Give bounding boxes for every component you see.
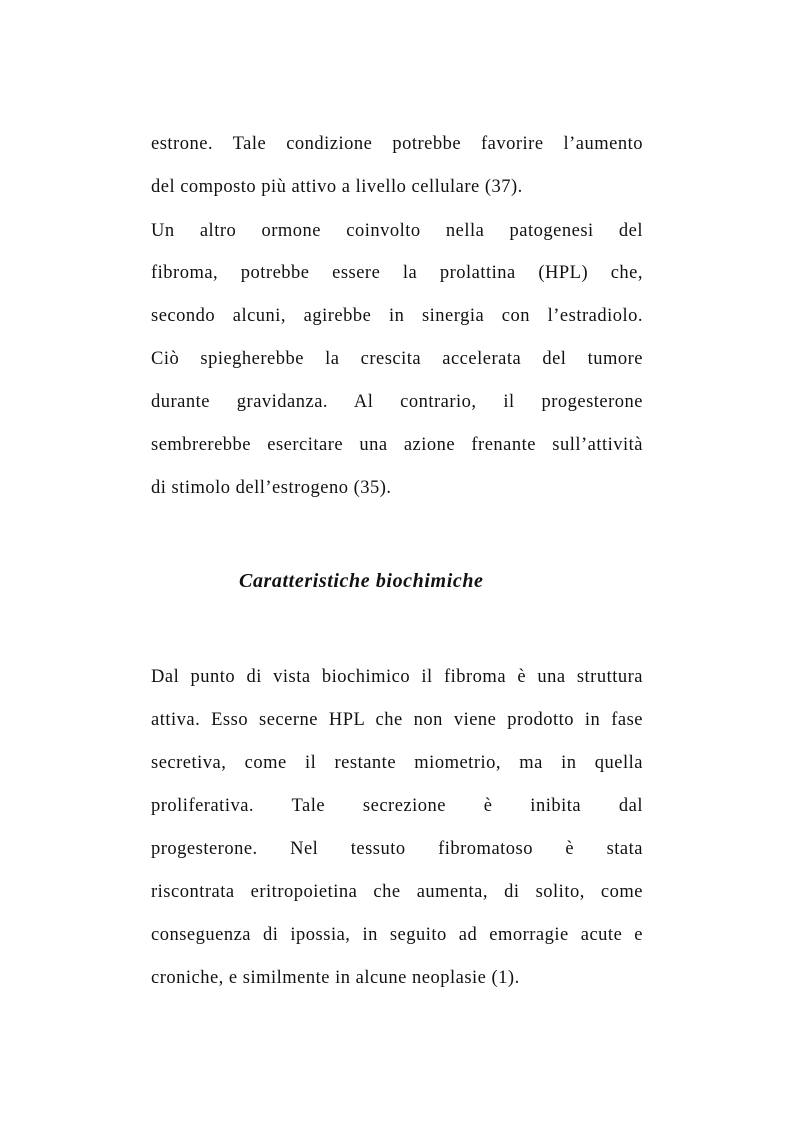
section-heading: Caratteristiche biochimiche (239, 570, 484, 592)
text-line: croniche, e similmente in alcune neoplasie (1). (151, 968, 520, 988)
text-line: secretiva, come il restante miometrio, ma in quella (151, 753, 643, 773)
text-line: Dal punto di vista biochimico il fibroma è una struttura (151, 667, 643, 687)
text-line: riscontrata eritropoietina che aumenta, di solito, come (151, 882, 643, 902)
text-line: Un altro ormone coinvolto nella patogenesi del (151, 221, 643, 241)
text-line: sembrerebbe esercitare una azione frenante sull’attività (151, 435, 643, 455)
text-line: secondo alcuni, agirebbe in sinergia con l’estradiolo. (151, 306, 643, 326)
text-line: di stimolo dell’estrogeno (35). (151, 478, 392, 498)
text-line: conseguenza di ipossia, in seguito ad emorragie acute e (151, 925, 643, 945)
text-line: proliferativa. Tale secrezione è inibita dal (151, 796, 643, 816)
text-line: durante gravidanza. Al contrario, il progesterone (151, 392, 643, 412)
text-line: estrone. Tale condizione potrebbe favorire l’aumento (151, 134, 643, 154)
text-line: fibroma, potrebbe essere la prolattina (HPL) che, (151, 263, 643, 283)
text-line: attiva. Esso secerne HPL che non viene prodotto in fase (151, 710, 643, 730)
text-line: progesterone. Nel tessuto fibromatoso è stata (151, 839, 643, 859)
text-line: Ciò spiegherebbe la crescita accelerata del tumore (151, 349, 643, 369)
text-line: del composto più attivo a livello cellulare (37). (151, 177, 523, 197)
